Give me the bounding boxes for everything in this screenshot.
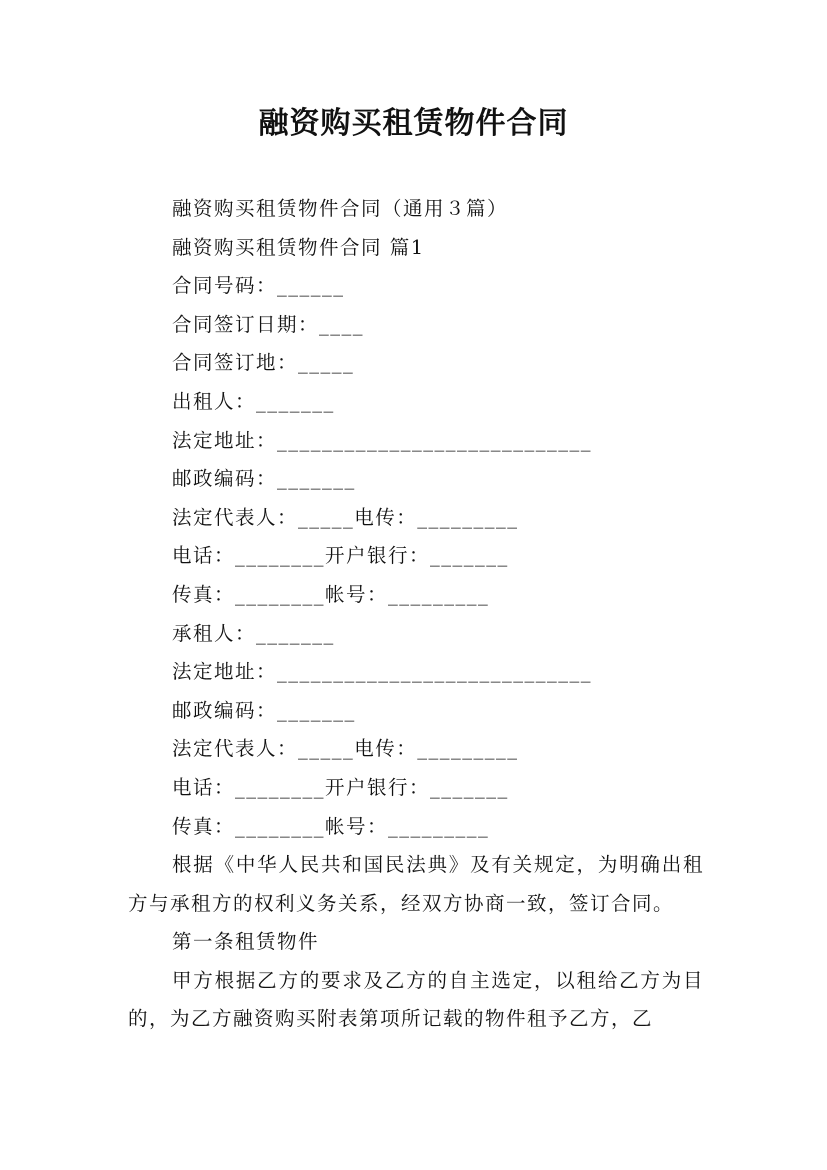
lessee-fax-account-field: 传真：________帐号：_________ [172,814,490,838]
section-heading: 融资购买租赁物件合同 篇1 [172,235,425,259]
lessor-phone-bank-field: 电话：________开户银行：_______ [172,544,509,568]
intro-paragraph: 根据《中华人民共和国民法典》及有关规定，为明确出租方与承租方的权利义务关系，经双方协商一致，签订合同。 [128,853,704,915]
document-title: 融资购买租赁物件合同 [258,106,569,141]
lessor-postcode-field: 邮政编码：_______ [172,467,356,491]
lessor-fax-account-field: 传真：________帐号：_________ [172,582,490,606]
article-1-paragraph: 甲方根据乙方的要求及乙方的自主选定，以租给乙方为目的，为乙方融资购买附表第项所记载的物件租予乙方，乙 [128,968,704,1031]
lessee-postcode-field: 邮政编码：_______ [172,698,356,722]
document-body [128,190,704,1039]
signing-date-field: 合同签订日期：____ [172,312,365,336]
lessee-representative-field: 法定代表人：_____电传：_________ [172,737,519,761]
doc-subtitle: 融资购买租赁物件合同（通用３篇） [172,197,509,220]
lessor-field: 出租人：_______ [172,389,335,413]
lessee-phone-bank-field: 电话：________开户银行：_______ [172,775,509,799]
article-1-heading: 第一条租赁物件 [172,930,320,954]
lessee-address-field: 法定地址：____________________________ [172,660,593,684]
lessee-field: 承租人：_______ [172,621,335,645]
lessor-address-field: 法定地址：____________________________ [172,428,593,452]
lessor-representative-field: 法定代表人：_____电传：_________ [172,505,519,529]
signing-place-field: 合同签订地：_____ [172,351,355,375]
contract-number-field: 合同号码：______ [172,274,345,298]
